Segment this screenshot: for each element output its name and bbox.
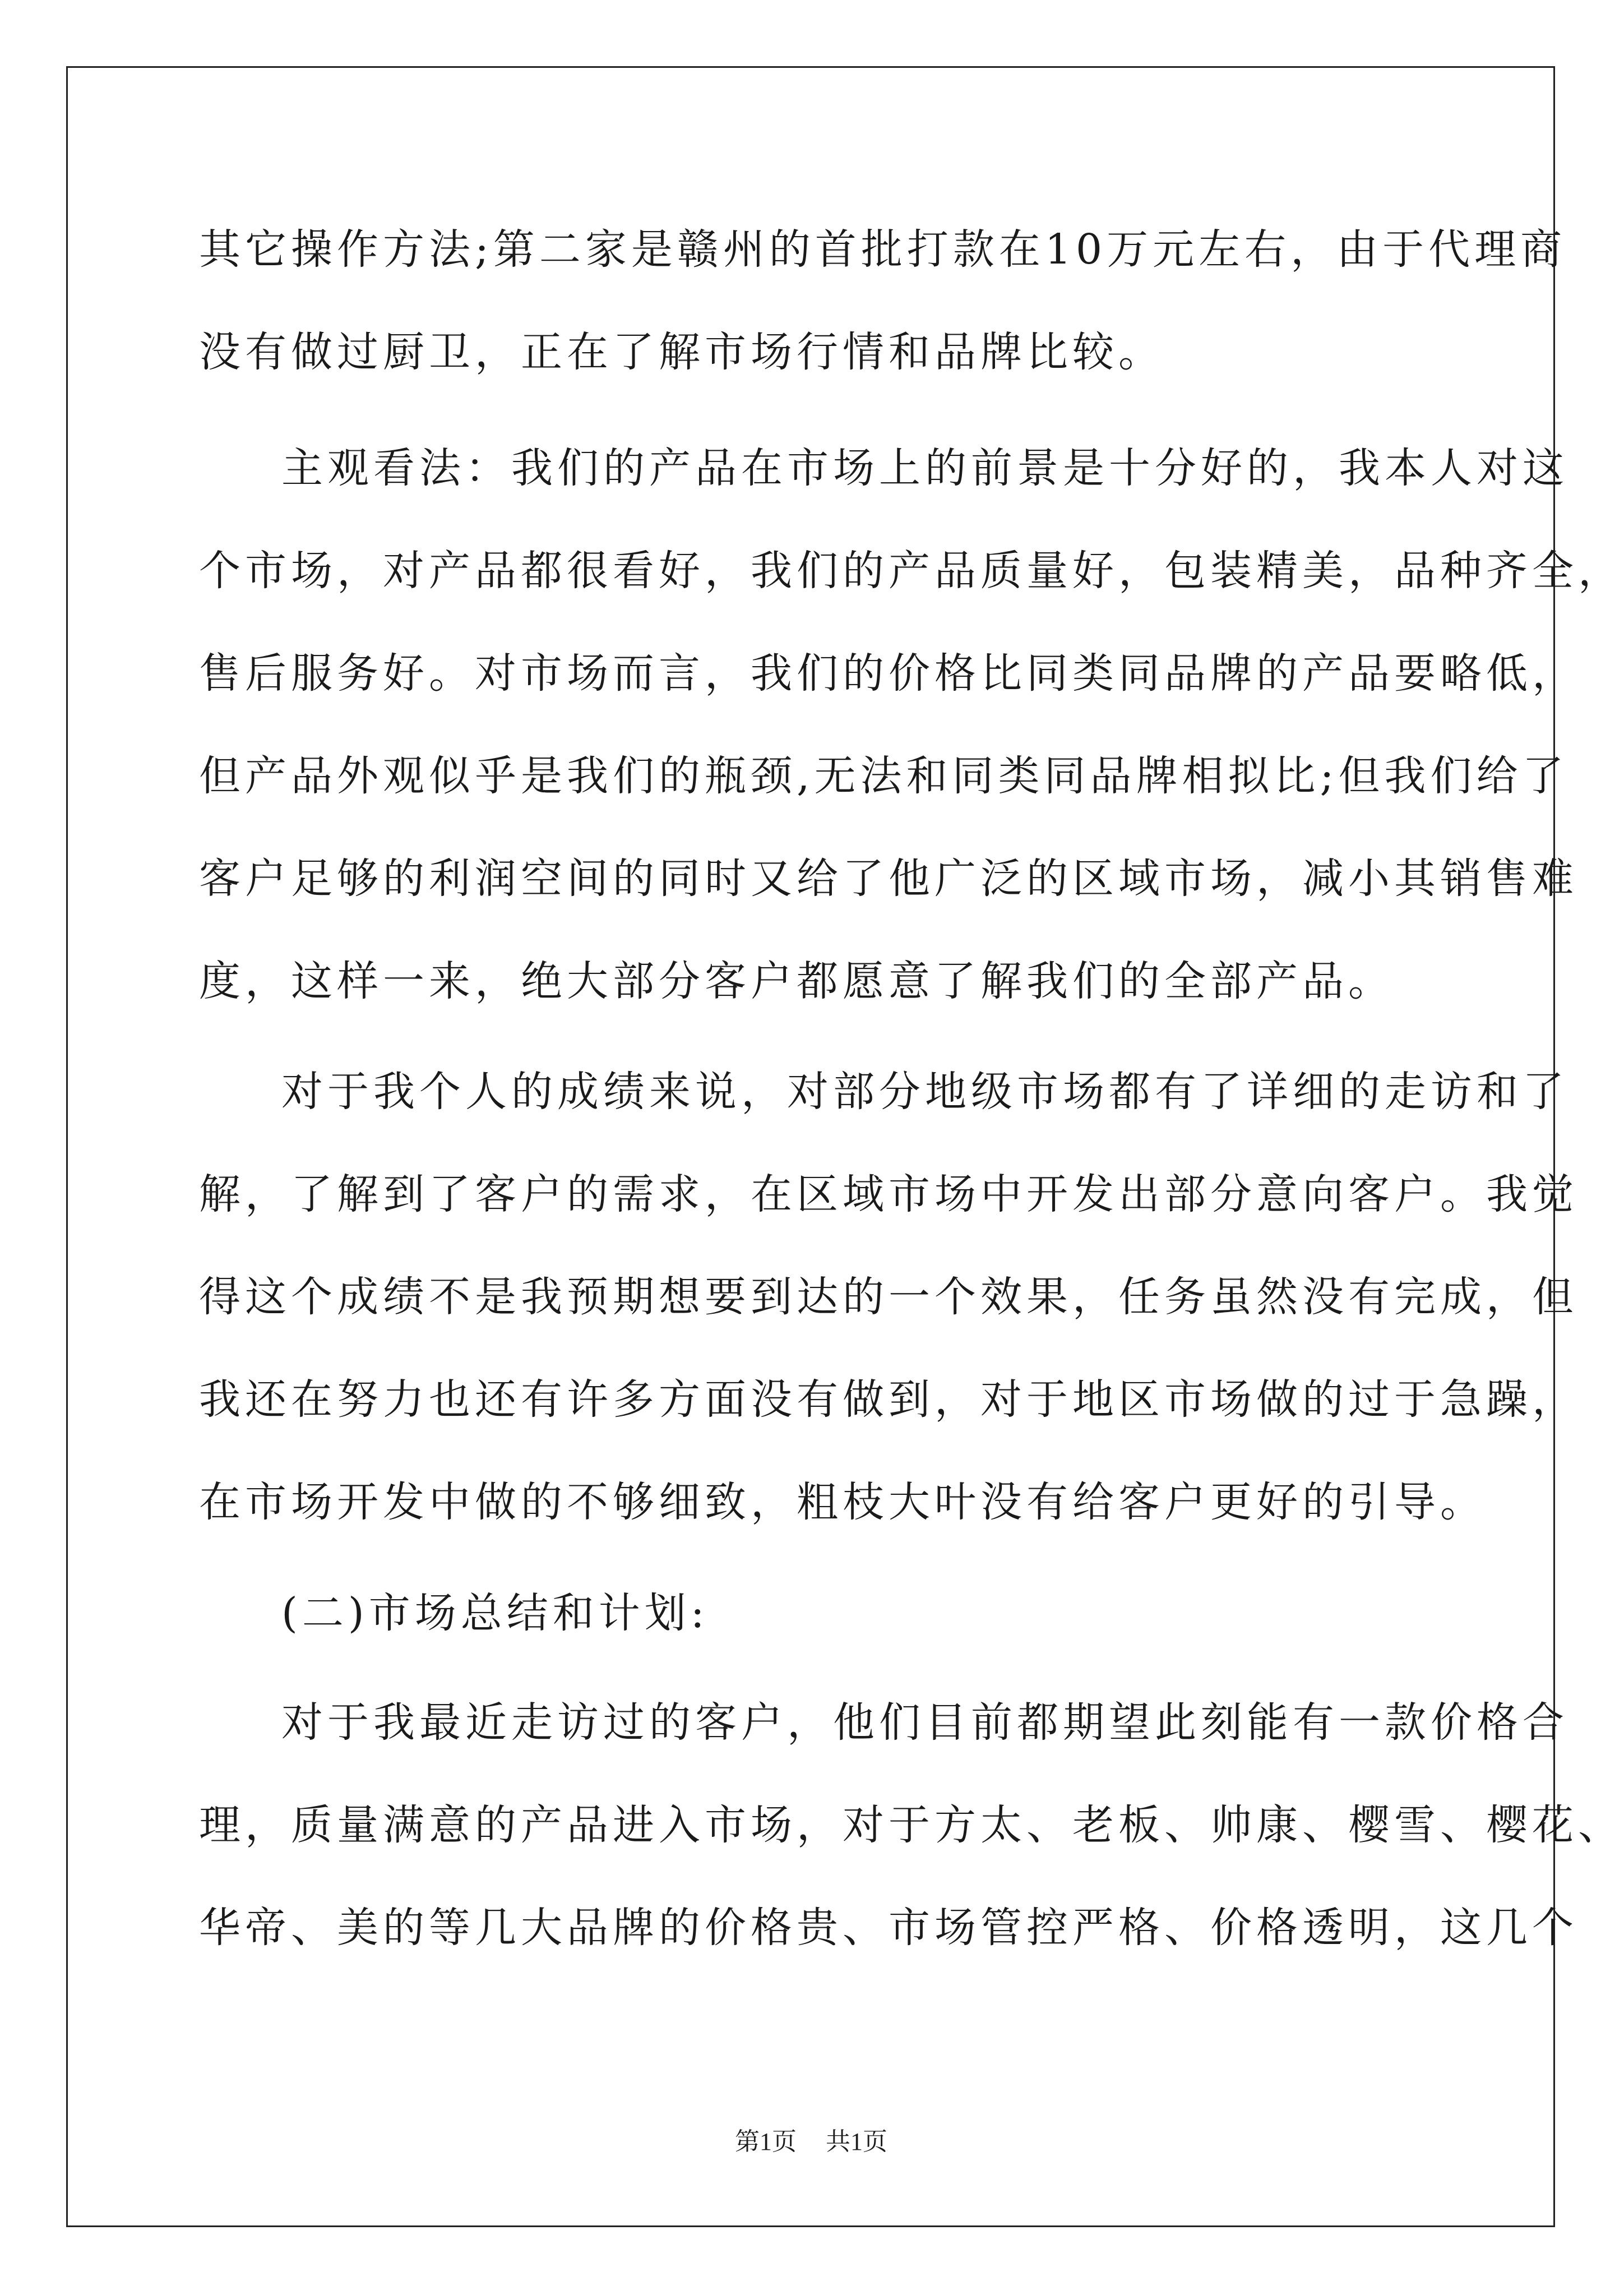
paragraph-first-line: 主观看法：我们的产品在市场上的前景是十分好的，我本人对这 — [281, 444, 1569, 492]
body-text-line: 客户足够的利润空间的同时又给了他广泛的区域市场，减小其销售难 — [199, 855, 1578, 903]
body-text-line: 度，这样一来，绝大部分客户都愿意了解我们的全部产品。 — [199, 957, 1394, 1005]
body-text-line: 理，质量满意的产品进入市场，对于方太、老板、帅康、樱雪、樱花、 — [199, 1801, 1624, 1849]
page-footer — [0, 2125, 1622, 2159]
body-text-line: 其它操作方法;第二家是赣州的首批打款在10万元左右，由于代理商 — [199, 225, 1567, 274]
body-text-line: 华帝、美的等几大品牌的价格贵、市场管控严格、价格透明，这几个 — [199, 1904, 1578, 1952]
body-text-line: 我还在努力也还有许多方面没有做到，对于地区市场做的过于急躁， — [199, 1375, 1578, 1424]
body-text-line: 没有做过厨卫，正在了解市场行情和品牌比较。 — [199, 328, 1164, 376]
page-number: 第1页 — [735, 2128, 797, 2155]
section-heading: (二)市场总结和计划: — [281, 1589, 709, 1637]
body-text-line: 得这个成绩不是我预期想要到达的一个效果，任务虽然没有完成，但 — [199, 1273, 1578, 1321]
body-text-line: 在市场开发中做的不够细致，粗枝大叶没有给客户更好的引导。 — [199, 1478, 1486, 1526]
page-total: 共1页 — [826, 2128, 887, 2155]
paragraph-first-line: 对于我个人的成绩来说，对部分地级市场都有了详细的走访和了 — [281, 1068, 1569, 1116]
paragraph-first-line: 对于我最近走访过的客户，他们目前都期望此刻能有一款价格合 — [281, 1698, 1569, 1747]
body-text-line: 但产品外观似乎是我们的瓶颈,无法和同类同品牌相拟比;但我们给了 — [199, 752, 1569, 800]
body-text-line: 个市场，对产品都很看好，我们的产品质量好，包装精美，品种齐全， — [199, 547, 1624, 595]
body-text-line: 解，了解到了客户的需求，在区域市场中开发出部分意向客户。我觉 — [199, 1170, 1578, 1218]
body-text-line: 售后服务好。对市场而言，我们的价格比同类同品牌的产品要略低， — [199, 649, 1578, 698]
